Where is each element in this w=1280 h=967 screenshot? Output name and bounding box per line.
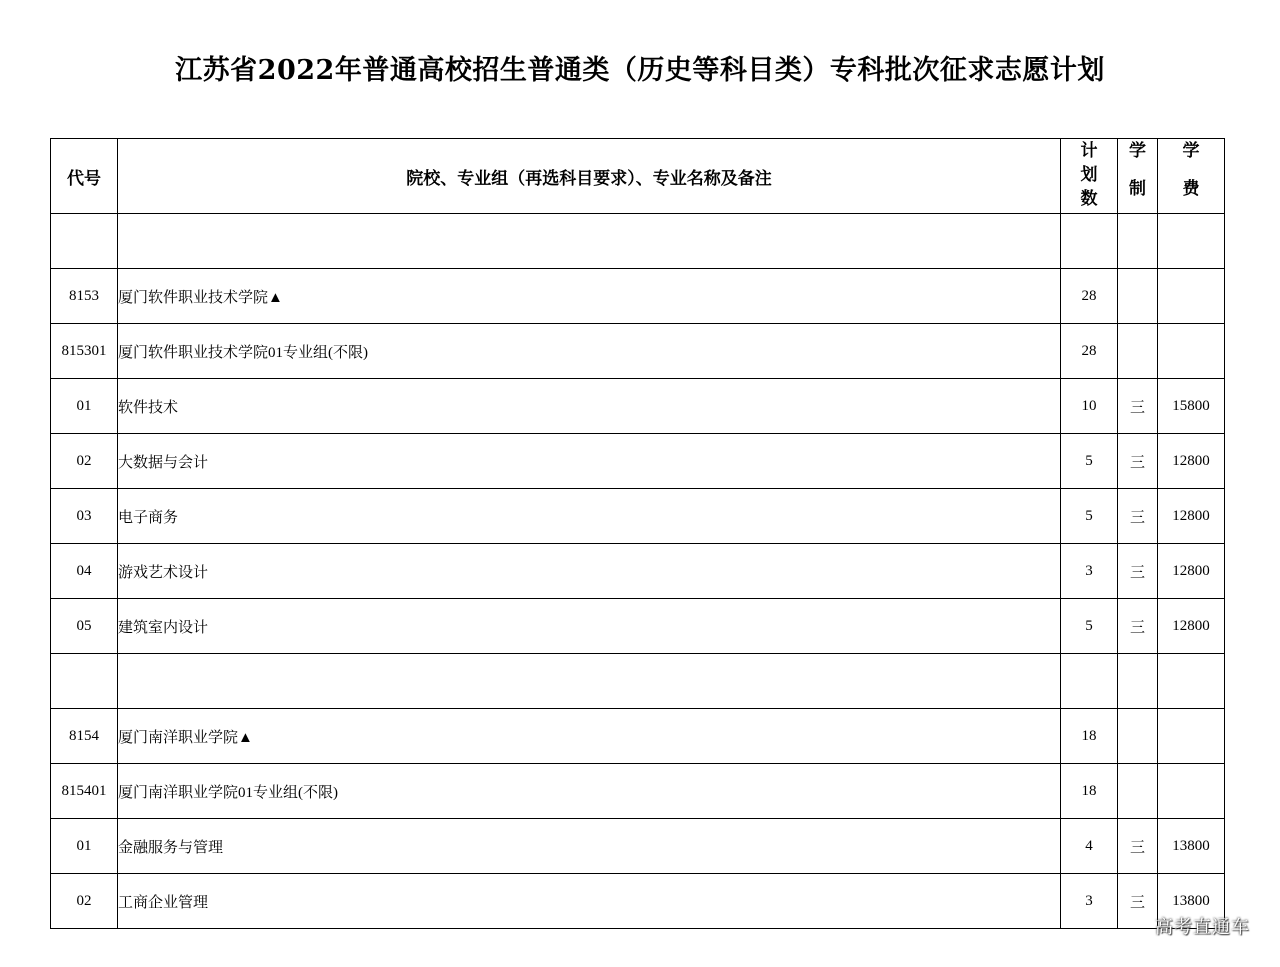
page-title: 江苏省2022年普通高校招生普通类（历史等科目类）专科批次征求志愿计划 — [175, 55, 1105, 86]
row-plan-count-cell: 3 — [1061, 874, 1118, 929]
row-code-cell: 05 — [51, 599, 118, 654]
row-fee-cell: 12800 — [1158, 544, 1225, 599]
row-plan-count-cell — [1061, 654, 1118, 709]
row-study-years-cell: 三 — [1118, 379, 1158, 434]
row-study-years-cell: 三 — [1118, 489, 1158, 544]
row-plan-count-cell: 28 — [1061, 324, 1118, 379]
header-study-years — [1118, 139, 1158, 214]
row-plan-count-cell — [1061, 214, 1118, 269]
row-name-cell: 软件技术 — [118, 379, 1061, 434]
row-plan-count-cell: 4 — [1061, 819, 1118, 874]
row-study-years-cell: 三 — [1118, 599, 1158, 654]
table-row — [51, 709, 1225, 764]
row-fee-cell: 12800 — [1158, 434, 1225, 489]
row-fee-cell — [1158, 324, 1225, 379]
row-code-cell — [51, 654, 118, 709]
row-study-years-cell: 三 — [1118, 874, 1158, 929]
row-fee-cell — [1158, 654, 1225, 709]
row-name-cell — [118, 214, 1061, 269]
table-row — [51, 819, 1225, 874]
row-code-cell: 04 — [51, 544, 118, 599]
row-study-years-cell — [1118, 324, 1158, 379]
row-study-years-cell — [1118, 654, 1158, 709]
row-code-cell: 815401 — [51, 764, 118, 819]
table-row — [51, 874, 1225, 929]
table-row — [51, 544, 1225, 599]
row-study-years-cell — [1118, 764, 1158, 819]
header-study-years-char: 制 — [1129, 179, 1146, 198]
row-name-cell: 大数据与会计 — [118, 434, 1061, 489]
row-fee-cell: 13800 — [1158, 874, 1225, 929]
row-study-years-cell: 三 — [1118, 544, 1158, 599]
table-row — [51, 324, 1225, 379]
row-fee-cell — [1158, 764, 1225, 819]
watermark-text: 高考直通车 — [1155, 917, 1250, 938]
row-code-cell: 01 — [51, 379, 118, 434]
header-plan-count-char: 划 — [1080, 165, 1098, 184]
table-row — [51, 489, 1225, 544]
row-code-cell: 01 — [51, 819, 118, 874]
row-fee-cell — [1158, 709, 1225, 764]
row-code-cell: 8154 — [51, 709, 118, 764]
row-name-cell — [118, 654, 1061, 709]
table-row — [51, 764, 1225, 819]
table-body — [51, 214, 1225, 929]
header-plan-count — [1061, 139, 1118, 214]
table-row — [51, 599, 1225, 654]
row-code-cell: 815301 — [51, 324, 118, 379]
header-code: 代号 — [51, 139, 118, 214]
table-row — [51, 269, 1225, 324]
row-plan-count-cell: 5 — [1061, 489, 1118, 544]
row-fee-cell: 15800 — [1158, 379, 1225, 434]
table-row — [51, 379, 1225, 434]
row-study-years-cell: 三 — [1118, 819, 1158, 874]
row-plan-count-cell: 18 — [1061, 764, 1118, 819]
row-plan-count-cell: 28 — [1061, 269, 1118, 324]
row-plan-count-cell: 5 — [1061, 434, 1118, 489]
row-fee-cell — [1158, 214, 1225, 269]
enrollment-plan-table — [50, 138, 1225, 929]
row-code-cell: 02 — [51, 874, 118, 929]
row-name-cell: 金融服务与管理 — [118, 819, 1061, 874]
row-plan-count-cell: 3 — [1061, 544, 1118, 599]
row-fee-cell — [1158, 269, 1225, 324]
row-fee-cell: 12800 — [1158, 599, 1225, 654]
header-study-years-char: 学 — [1129, 141, 1146, 160]
row-plan-count-cell: 10 — [1061, 379, 1118, 434]
row-name-cell: 电子商务 — [118, 489, 1061, 544]
table-row — [51, 214, 1225, 269]
row-study-years-cell — [1118, 269, 1158, 324]
row-name-cell: 厦门南洋职业学院01专业组(不限) — [118, 764, 1061, 819]
row-fee-cell: 12800 — [1158, 489, 1225, 544]
row-fee-cell: 13800 — [1158, 819, 1225, 874]
row-study-years-cell — [1118, 709, 1158, 764]
row-code-cell — [51, 214, 118, 269]
header-plan-count-char: 数 — [1080, 189, 1098, 208]
row-name-cell: 厦门软件职业技术学院01专业组(不限) — [118, 324, 1061, 379]
row-code-cell: 02 — [51, 434, 118, 489]
header-plan-count-char: 计 — [1080, 141, 1098, 160]
row-plan-count-cell: 5 — [1061, 599, 1118, 654]
header-name: 院校、专业组（再选科目要求）、专业名称及备注 — [118, 139, 1061, 214]
table-row — [51, 654, 1225, 709]
row-study-years-cell — [1118, 214, 1158, 269]
row-code-cell: 03 — [51, 489, 118, 544]
row-plan-count-cell: 18 — [1061, 709, 1118, 764]
table-header-row — [51, 139, 1225, 214]
row-name-cell: 厦门软件职业技术学院▲ — [118, 269, 1061, 324]
row-study-years-cell: 三 — [1118, 434, 1158, 489]
row-name-cell: 建筑室内设计 — [118, 599, 1061, 654]
row-name-cell: 游戏艺术设计 — [118, 544, 1061, 599]
row-name-cell: 工商企业管理 — [118, 874, 1061, 929]
row-code-cell: 8153 — [51, 269, 118, 324]
row-name-cell: 厦门南洋职业学院▲ — [118, 709, 1061, 764]
header-fee-char: 费 — [1182, 179, 1200, 198]
header-fee-char: 学 — [1182, 141, 1200, 160]
header-fee — [1158, 139, 1225, 214]
table-row — [51, 434, 1225, 489]
